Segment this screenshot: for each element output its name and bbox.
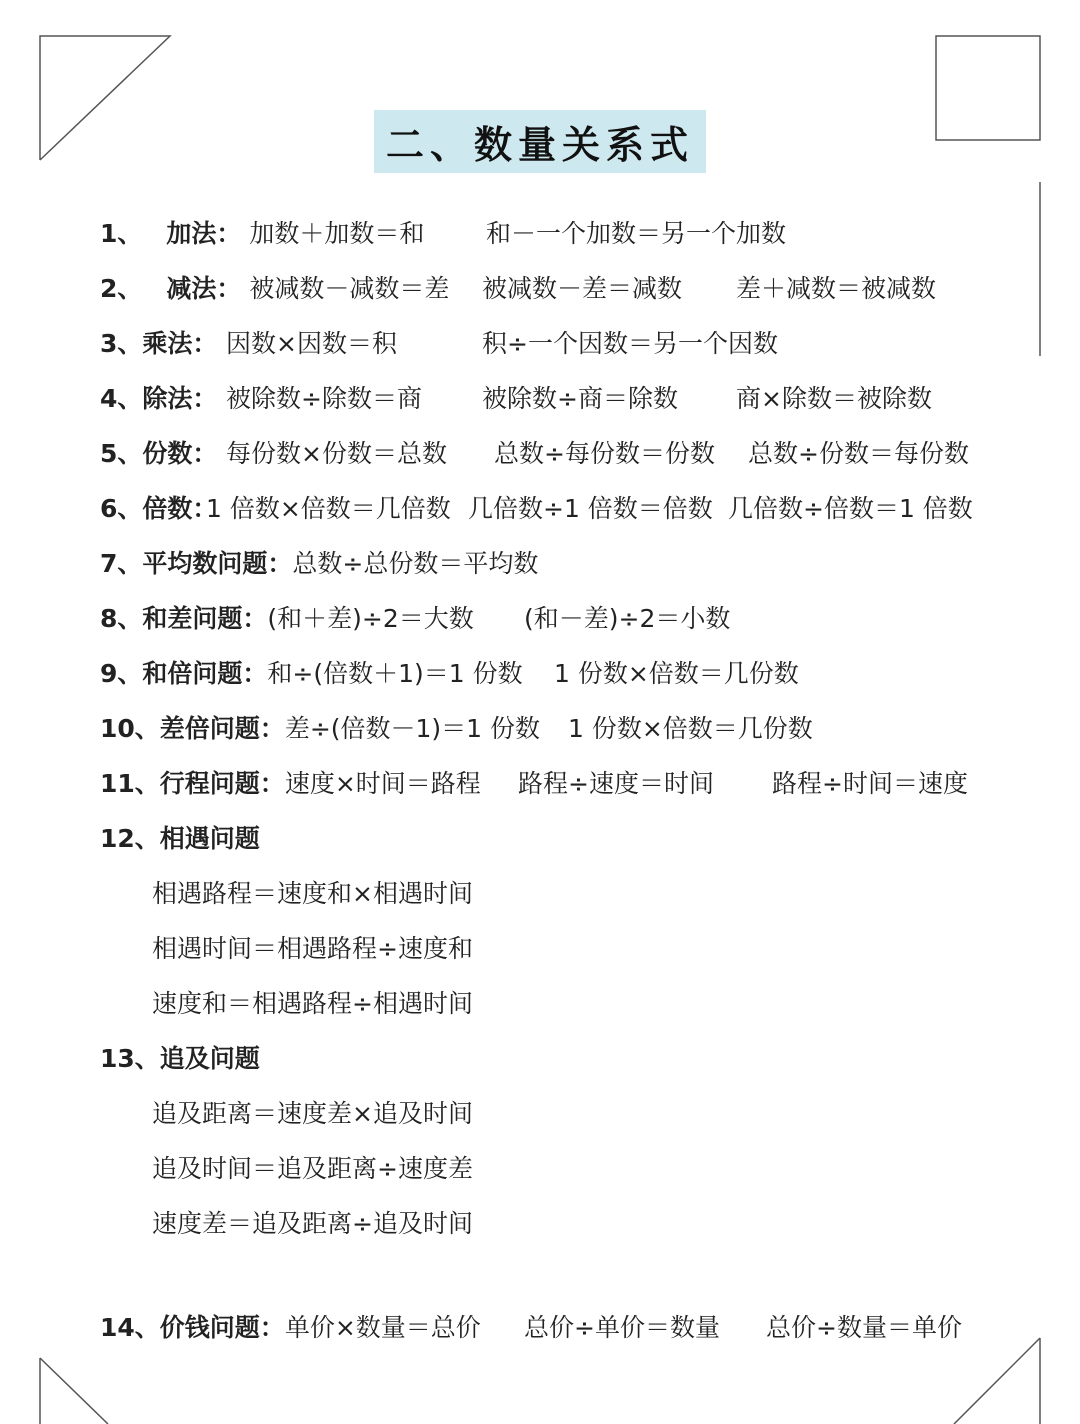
formula: 1 份数×倍数＝几份数	[568, 714, 813, 743]
item-label: 倍数：	[142, 494, 218, 523]
formula: 总价÷单价＝数量	[524, 1313, 720, 1342]
formula-row-13	[100, 1043, 260, 1075]
formula: 被减数－减数＝差	[249, 274, 450, 303]
formula: 商×除数＝被除数	[736, 384, 932, 413]
formula: 速度和＝相遇路程÷相遇时间	[152, 989, 473, 1018]
item-number: 12、	[100, 824, 160, 853]
formula-row-4	[100, 383, 932, 415]
item-number: 8、	[100, 604, 143, 633]
item-label: 和差问题：	[142, 604, 268, 633]
formula: 单价×数量＝总价	[284, 1313, 481, 1342]
item-number: 2、	[100, 274, 143, 303]
item-label: 和倍问题：	[142, 659, 268, 688]
item-label: 份数：	[142, 439, 218, 468]
item-label: 除法：	[142, 384, 218, 413]
formula: 被减数－差＝减数	[482, 274, 683, 303]
item-label: 乘法：	[142, 329, 218, 358]
formula: 总数÷份数＝每份数	[748, 439, 969, 468]
formula: 速度差＝追及距离÷追及时间	[152, 1209, 473, 1238]
item-label: 行程问题：	[159, 769, 285, 798]
formula-row-2	[100, 273, 937, 305]
formula: 1 倍数×倍数＝几倍数	[206, 494, 451, 523]
formula: 速度×时间＝路程	[284, 769, 481, 798]
formula-row-12	[100, 823, 260, 855]
item-number: 5、	[100, 439, 143, 468]
formula-row-14	[100, 1312, 962, 1344]
item-label: 差倍问题：	[159, 714, 285, 743]
formula: (和＋差)÷2＝大数	[267, 604, 474, 633]
formula: 被除数÷除数＝商	[226, 384, 422, 413]
formula: 加数＋加数＝和	[249, 219, 425, 248]
item-number: 11、	[100, 769, 160, 798]
formula-row-3	[100, 328, 778, 360]
formula: 差＋减数＝被减数	[736, 274, 937, 303]
item-label: 相遇问题	[159, 824, 260, 853]
formula: 和－一个加数＝另一个加数	[486, 219, 787, 248]
formula-row-1	[100, 218, 787, 250]
item-number: 1、	[100, 219, 143, 248]
formula-row-11	[100, 768, 968, 800]
item-number: 7、	[100, 549, 143, 578]
formula: (和－差)÷2＝小数	[524, 604, 731, 633]
item-label: 价钱问题：	[159, 1313, 285, 1342]
item-number: 10、	[100, 714, 160, 743]
item-label: 加法：	[166, 219, 242, 248]
item-number: 6、	[100, 494, 143, 523]
item-label: 减法：	[166, 274, 242, 303]
formula: 相遇时间＝相遇路程÷速度和	[152, 934, 473, 963]
formula-row-8	[100, 603, 731, 635]
formula: 总数÷总份数＝平均数	[292, 549, 539, 578]
formula: 总价÷数量＝单价	[766, 1313, 962, 1342]
formula: 路程÷速度＝时间	[518, 769, 714, 798]
formula: 几倍数÷倍数＝1 倍数	[728, 494, 973, 523]
item-label: 追及问题	[159, 1044, 260, 1073]
formula: 追及距离＝速度差×追及时间	[152, 1099, 473, 1128]
formula: 总数÷每份数＝份数	[494, 439, 715, 468]
formula: 相遇路程＝速度和×相遇时间	[152, 879, 473, 908]
formula: 每份数×份数＝总数	[226, 439, 447, 468]
page-title: 二、数量关系式	[374, 110, 706, 173]
formula: 1 份数×倍数＝几份数	[554, 659, 799, 688]
item-number: 14、	[100, 1313, 160, 1342]
formula-row-7	[100, 548, 538, 580]
item-number: 9、	[100, 659, 143, 688]
formula: 几倍数÷1 倍数＝倍数	[468, 494, 713, 523]
formula: 差÷(倍数－1)＝1 份数	[284, 714, 541, 743]
formula: 被除数÷商＝除数	[482, 384, 678, 413]
formula-row-9	[100, 658, 799, 690]
item-number: 3、	[100, 329, 143, 358]
formula: 因数×因数＝积	[226, 329, 397, 358]
formula: 路程÷时间＝速度	[772, 769, 968, 798]
formula-row-10	[100, 713, 813, 745]
formula: 积÷一个因数＝另一个因数	[482, 329, 778, 358]
item-label: 平均数问题：	[142, 549, 293, 578]
formula: 追及时间＝追及距离÷速度差	[152, 1154, 473, 1183]
formula: 和÷(倍数＋1)＝1 份数	[267, 659, 523, 688]
item-number: 4、	[100, 384, 143, 413]
formula-row-5	[100, 438, 969, 470]
item-number: 13、	[100, 1044, 160, 1073]
formula-row-6	[100, 493, 973, 525]
